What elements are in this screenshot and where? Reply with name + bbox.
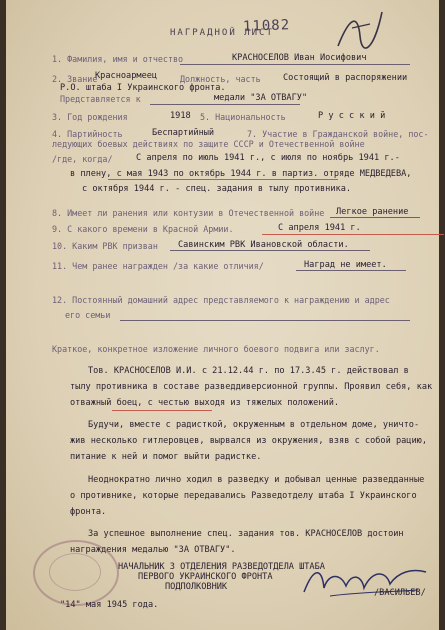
field-9-value: С апреля 1941 г. [278, 223, 361, 233]
body-line-11: награждения медалью "ЗА ОТВАГУ". [70, 545, 236, 555]
body-line-7: Неоднократно лично ходил в разведку и добывал ценные разведданные [88, 475, 425, 485]
field-9-label: 9. С какого времени в Красной Армии. [52, 224, 234, 234]
field-2-award: медали "ЗА ОТВАГУ" [214, 93, 308, 103]
body-line-9: фронта. [70, 507, 107, 517]
body-line-2: тылу противника в составе разведдиверсионной группы. Проявил себя, как [70, 382, 433, 392]
field-8-label: 8. Имеет ли ранения или контузии в Отечественной войне [52, 208, 325, 218]
body-line-8: о противнике, которые передавались Разведотделу штаба I Украинского [70, 491, 417, 501]
field-12-label-2: его семьи [65, 310, 111, 320]
field-3-label: 3. Год рождения [52, 112, 128, 122]
official-seal-stamp [33, 540, 119, 606]
field-2-underline [150, 104, 300, 105]
body-line-1: Тов. КРАСНОСЕЛОВ И.И. с 21.12.44 г. по 17.3.45 г. действовал в [88, 366, 409, 376]
document-title: НАГРАДНОЙ ЛИСТ [170, 28, 274, 38]
field-7-label-2: ледующих боевых действиях по защите СССР и Отечественной войне [52, 139, 365, 149]
field-5-label: 5. Национальность [200, 112, 286, 122]
field-5-value: Р у с с к и й [318, 111, 386, 121]
signatory-line-3: ПОДПОЛКОВНИК [165, 582, 228, 592]
field-8-underline [330, 217, 420, 218]
body-line-6: питание к ней и помог выйти радистке. [70, 452, 262, 462]
document-date: "14" мая 1945 года. [60, 600, 159, 610]
field-2-unit: Р.О. штаба I Украинского фронта. [60, 83, 226, 93]
red-pencil-underline-3 [112, 410, 212, 411]
field-7-label-1: 7. Участие в Гражданской войне, пос- [247, 129, 429, 139]
field-1-label: 1. Фамилия, имя и отчество [52, 54, 184, 64]
field-11-underline [296, 270, 406, 271]
body-line-5: жив несколько гитлеровцев, вырвался из окружения, взяв с собой рацию, [70, 436, 427, 446]
field-12-underline [120, 320, 410, 321]
field-2-label: 2. Звание [52, 74, 98, 84]
field-11-label: 11. Чем ранее награжден /за какие отличия/ [52, 261, 264, 271]
field-7-label-3: /где, когда/ [52, 154, 113, 164]
red-pencil-underline-2 [262, 234, 444, 235]
red-pencil-underline-1 [108, 179, 338, 180]
scan-right-edge [439, 0, 445, 630]
field-2-position-value: Состоящий в распоряжении [283, 73, 408, 83]
field-3-year: 1918 [170, 111, 191, 121]
field-4-value: Беспартийный [152, 128, 215, 138]
body-line-4: Будучи, вместе с радисткой, окруженным в отдельном доме, уничто- [88, 420, 420, 430]
scan-left-edge [0, 0, 6, 630]
signatory-name: /ВАСИЛЬЕВ/ [374, 588, 426, 598]
field-7-answer-2: в плену, с мая 1943 по октябрь 1944 г. в партиз. отряде МЕДВЕДЕВА, [70, 169, 412, 179]
field-7-answer-1: С апреля по июль 1941 г., с июля по ноябрь 1941 г.- [136, 153, 400, 163]
body-line-10: За успешное выполнение спец. задания тов. КРАСНОСЕЛОВ достоин [88, 529, 404, 539]
field-1-value: КРАСНОСЕЛОВ Иван Иосифович [232, 53, 367, 63]
field-10-value: Савинским РВК Ивановской области. [178, 240, 349, 250]
field-12-label-1: 12. Постоянный домашний адрес представляемого к награждению и адрес [52, 295, 390, 305]
signatory-line-1: НАЧАЛЬНИК З ОТДЕЛЕНИЯ РАЗВЕДОТДЕЛА ШТАБА [118, 562, 325, 572]
section-feat-label: Краткое, конкретное изложение личного боевого подвига или заслуг. [52, 344, 380, 354]
document-number: 11082 [242, 17, 291, 35]
signatory-line-2: ПЕРВОГО УКРАИНСКОГО ФРОНТА [138, 572, 273, 582]
field-7-answer-3: с октября 1944 г. - спец. задания в тылу противника. [82, 184, 352, 194]
field-2-rank: Красноармеец [95, 71, 158, 81]
field-11-value: Наград не имеет. [304, 260, 387, 270]
field-8-value: Легкое ранение [336, 207, 409, 217]
field-2-present-label: Представляется к [60, 94, 141, 104]
handwritten-mark-icon [330, 6, 390, 56]
field-10-label: 10. Каким РВК призван [52, 241, 158, 251]
field-1-underline [180, 64, 410, 65]
field-4-label: 4. Партийность [52, 129, 123, 139]
body-line-3: отважный боец, с честью выходя из тяжелых положений. [70, 398, 340, 408]
field-2-position-label: Должность, часть [180, 74, 261, 84]
field-10-underline [170, 250, 370, 251]
